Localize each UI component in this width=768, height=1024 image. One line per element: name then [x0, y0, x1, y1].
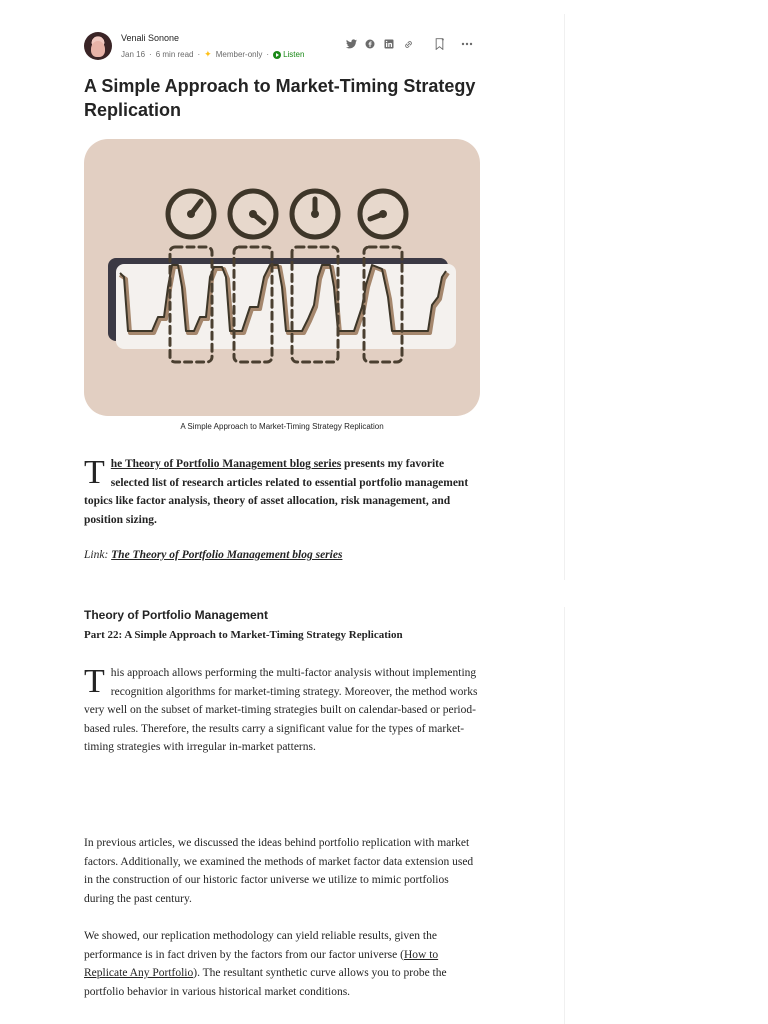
sidebar-divider-bottom [564, 607, 565, 1024]
twitter-icon[interactable] [344, 37, 358, 51]
body-paragraph-3 [84, 927, 480, 1001]
intro-paragraph [84, 455, 480, 529]
series-link[interactable]: The Theory of Portfolio Management blog series [111, 549, 343, 561]
article-actions [432, 36, 474, 52]
body-paragraph-2: In previous articles, we discussed the ideas behind portfolio replication with market factors. Additionally, we examined the methods of market factor data extension used in the construction of our historic factor universe we utilize to mimic portfolios during the past century. [84, 837, 474, 905]
drop-cap: T [84, 663, 105, 700]
more-icon[interactable] [460, 37, 474, 51]
meta-separator: · [197, 50, 201, 59]
drop-cap: T [84, 454, 105, 491]
bookmark-icon[interactable] [432, 37, 446, 51]
section-title: Theory of Portfolio Management [84, 608, 269, 622]
intro-text: presents my favorite selected list of research articles related to essential portfolio management topics like factor analysis, theory of asset allocation, risk management, and position sizing. [84, 458, 469, 526]
paragraph-3-text-after: ). The resultant synthetic curve allows you to probe the portfolio behavior in various historical market conditions. [84, 967, 447, 998]
share-actions [344, 36, 415, 52]
sidebar-divider-top [564, 14, 565, 580]
read-time: 6 min read [155, 50, 194, 59]
section-subtitle: Part 22: A Simple Approach to Market-Timing Strategy Replication [84, 629, 403, 641]
star-icon: ✦ [204, 49, 212, 59]
avatar[interactable] [84, 32, 112, 60]
article-meta [121, 49, 304, 60]
replicate-portfolio-link[interactable]: How to Replicate Any Portfolio [84, 948, 439, 979]
member-only-badge: Member-only [215, 50, 263, 59]
blog-series-link[interactable]: he Theory of Portfolio Management blog series [110, 458, 342, 470]
meta-separator: · [266, 50, 270, 59]
body-paragraph-1 [84, 664, 480, 757]
facebook-icon[interactable] [363, 37, 377, 51]
link-icon[interactable] [401, 37, 415, 51]
paragraph-1-text: his approach allows performing the multi-factor analysis without implementing recognition algorithms for market-timing strategy. Moreover, the method works very well on the subset of market-timing strategies built on calendar-based or period-based rules. Therefore, the results carry a significant value for the types of market-timing strategies with irregular in-market patterns. [84, 667, 478, 753]
image-caption: A Simple Approach to Market-Timing Strategy Replication [180, 422, 384, 431]
market-timing-illustration [84, 139, 480, 416]
link-line [84, 546, 480, 565]
linkedin-icon[interactable] [382, 37, 396, 51]
author-row [84, 32, 480, 62]
hero-image [84, 139, 480, 416]
paragraph-3-text-before: We showed, our replication methodology can yield reliable results, given the performance is in fact driven by the factors from our factor universe ( [84, 930, 437, 961]
link-label: Link: [84, 549, 112, 561]
listen-button[interactable] [273, 50, 304, 59]
article-title: A Simple Approach to Market-Timing Strategy Replication [84, 76, 476, 120]
publish-date: Jan 16 [121, 50, 146, 59]
play-icon [273, 51, 281, 59]
meta-separator: · [149, 50, 152, 59]
listen-label: Listen [283, 50, 305, 59]
author-name[interactable]: Venali Sonone [121, 33, 180, 43]
